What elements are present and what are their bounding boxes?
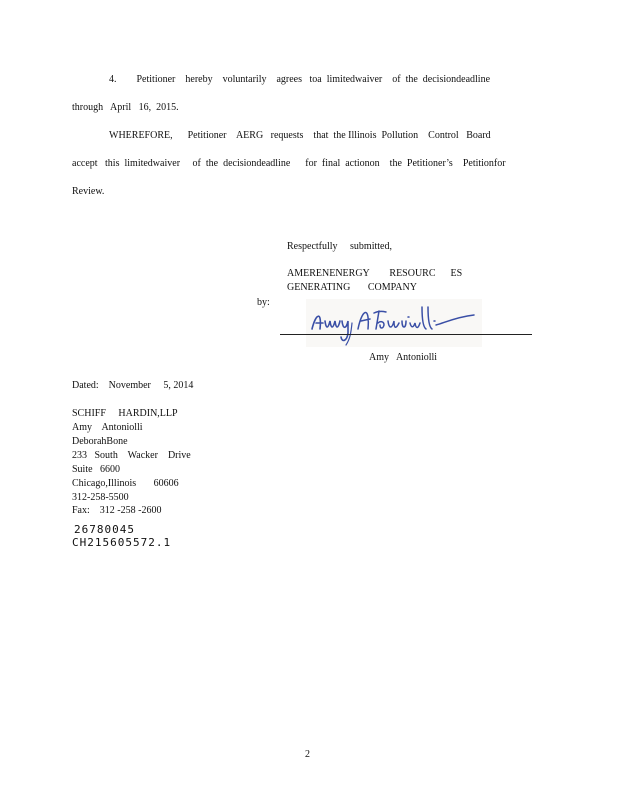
company-name-line-2: GENERATING COMPANY — [287, 282, 417, 293]
company-name-line-1: AMERENENERGY RESOURC ES — [287, 268, 463, 279]
signer-name: Amy Antoniolli — [369, 352, 438, 363]
wherefore-line-1: WHEREFORE, Petitioner AERG requests that the Illinois Pollution Control Board — [109, 130, 491, 141]
firm-fax: Fax: 312 -258 -2600 — [72, 505, 162, 516]
firm-attorney-2: DeborahBone — [72, 436, 128, 447]
wherefore-line-3: Review. — [72, 186, 105, 197]
document-id-line-1: 26780045 — [74, 523, 135, 536]
wherefore-line-2: accept this limitedwaiver of the decisiondeadline for final actionon the Petitioner’s Petitionfor — [72, 158, 506, 169]
dated-line: Dated: November 5, 2014 — [72, 380, 194, 391]
paragraph-4-line-2: through April 16, 2015. — [72, 102, 179, 113]
signature-line — [280, 334, 532, 335]
firm-address-1: 233 South Wacker Drive — [72, 450, 191, 461]
closing-text: Respectfully submitted, — [287, 241, 392, 252]
paragraph-4-line-1: 4. Petitioner hereby voluntarily agrees toa limitedwaiver of the decisiondeadline — [109, 74, 491, 85]
handwritten-signature — [306, 299, 482, 347]
firm-phone: 312-258-5500 — [72, 492, 129, 503]
by-label: by: — [257, 297, 270, 308]
firm-attorney-1: Amy Antoniolli — [72, 422, 143, 433]
firm-address-2: Suite 6600 — [72, 464, 121, 475]
page-number: 2 — [305, 749, 310, 760]
firm-city: Chicago,Illinois 60606 — [72, 478, 179, 489]
firm-name: SCHIFF HARDIN,LLP — [72, 408, 178, 419]
document-id-line-2: CH215605572.1 — [72, 536, 172, 549]
